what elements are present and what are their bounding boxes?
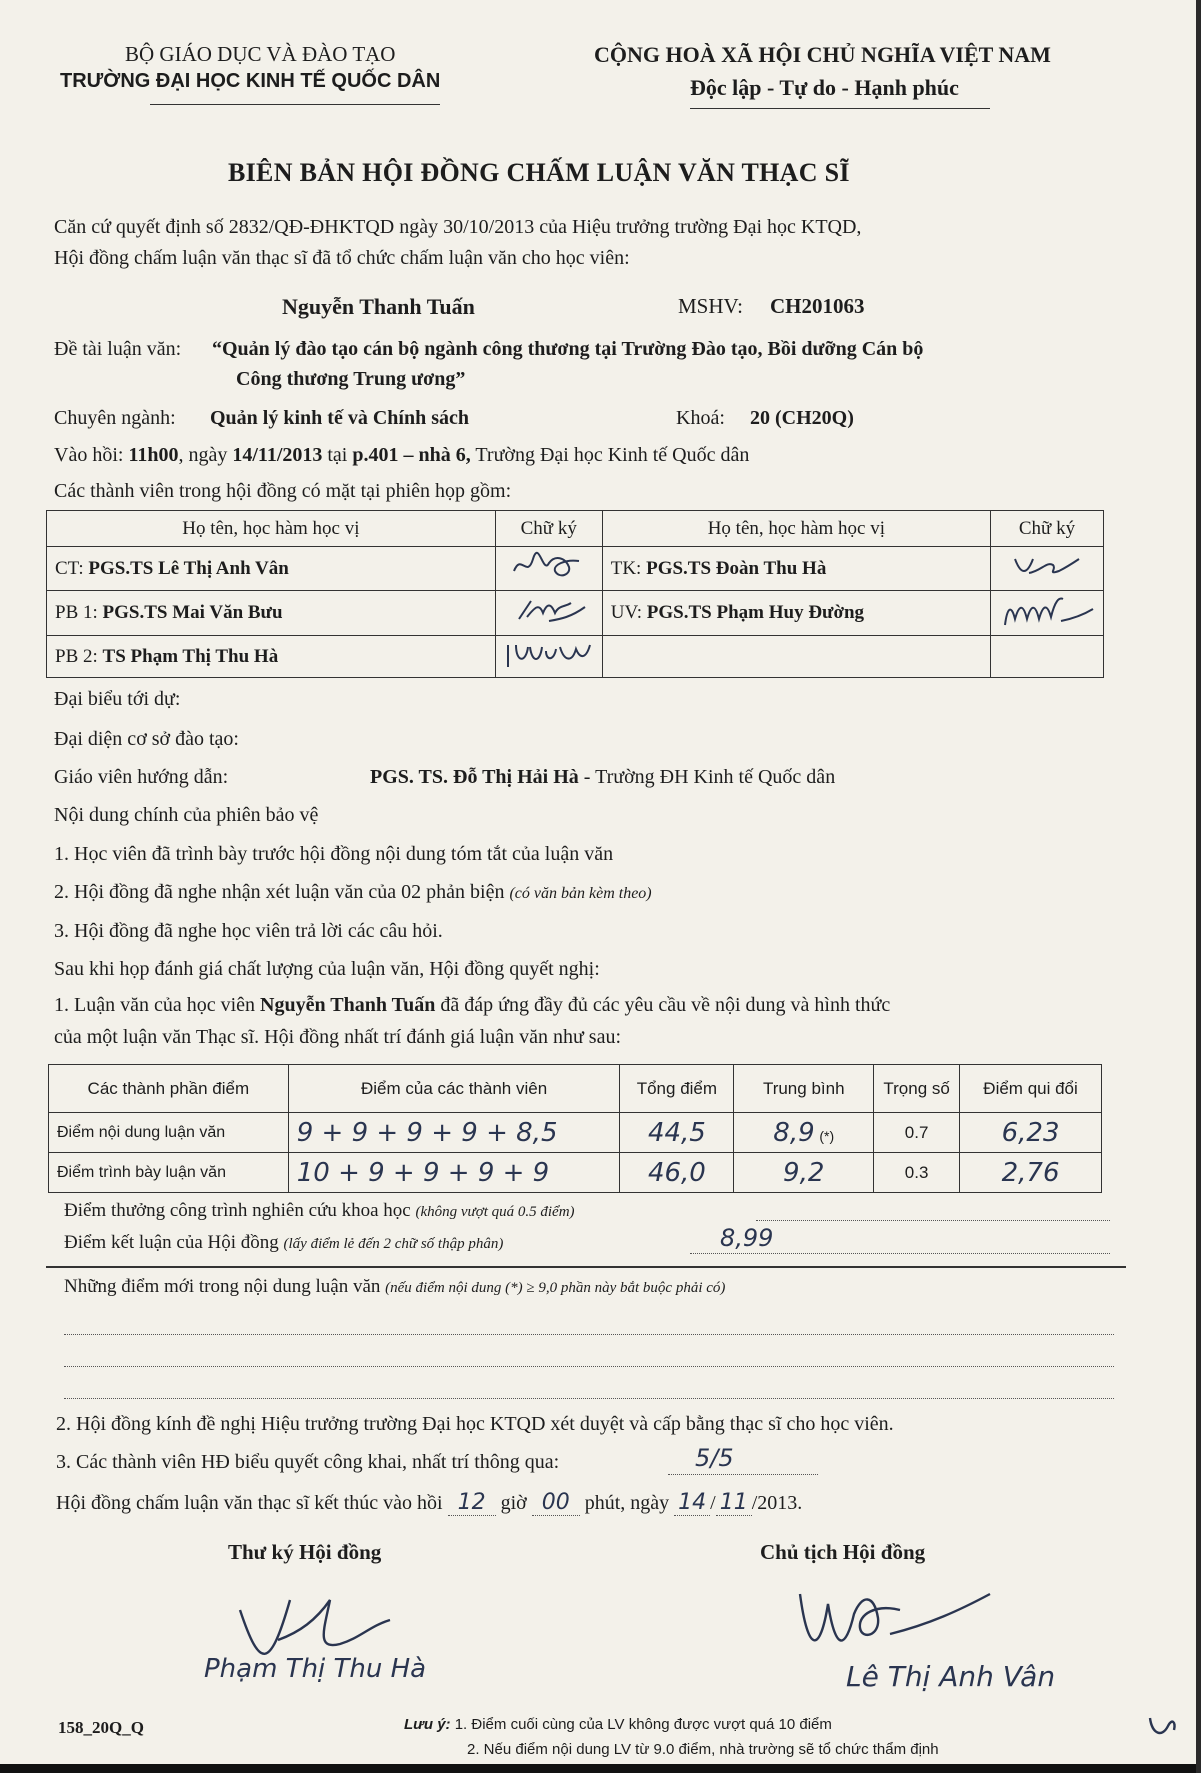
score-component: Điểm nội dung luận văn: [49, 1113, 289, 1153]
course-label: Khoá:: [676, 407, 725, 429]
supervisor-label: Giáo viên hướng dẫn:: [54, 766, 229, 788]
section-divider: [46, 1266, 1126, 1268]
signature-empty: [990, 636, 1103, 678]
new-points-dotted-3: [64, 1398, 1114, 1399]
decision-1-line-2: của một luận văn Thạc sĩ. Hội đồng nhất trí đánh giá luận văn như sau:: [54, 1026, 622, 1048]
intro-line-1: Căn cứ quyết định số 2832/QĐ-ĐHKTQD ngày 30/10/2013 của Hiệu trưởng trường Đại học KTQD,: [54, 216, 862, 238]
table-row: [49, 1113, 1102, 1153]
student-id-label: MSHV:: [678, 294, 743, 318]
score-component: Điểm trình bày luận văn: [49, 1153, 289, 1193]
decision-intro: Sau khi họp đánh giá chất lượng của luận văn, Hội đồng quyết nghị:: [54, 958, 600, 980]
signature-reviewer-1: [495, 591, 602, 636]
supervisor: PGS. TS. Đỗ Thị Hải Hà - Trường ĐH Kinh tế Quốc dân: [370, 766, 836, 788]
score-members: 9 + 9 + 9 + 9 + 8,5: [288, 1113, 620, 1153]
major-label: Chuyên ngành:: [54, 407, 176, 429]
header-right-underline: [690, 108, 990, 109]
members-intro: Các thành viên trong hội đồng có mặt tại phiên họp gồm:: [54, 480, 512, 502]
content-item-3: 3. Hội đồng đã nghe học viên trả lời các câu hỏi.: [54, 920, 443, 942]
ministry-name: BỘ GIÁO DỤC VÀ ĐÀO TẠO: [125, 42, 396, 66]
secretary-title: Thư ký Hội đồng: [228, 1540, 382, 1564]
final-score-dotted-field: [690, 1253, 1110, 1254]
member-left: PB 1: PGS.TS Mai Văn Bưu: [47, 591, 496, 636]
major-value: Quản lý kinh tế và Chính sách: [210, 407, 469, 429]
score-weight: 0.3: [874, 1153, 960, 1193]
score-members: 10 + 9 + 9 + 9 + 9: [288, 1153, 620, 1193]
thesis-label: Đề tài luận văn:: [54, 338, 182, 360]
new-points-line: Những điểm mới trong nội dung luận văn (nếu điểm nội dung (*) ≥ 9,0 phần này bắt buộc phải có): [64, 1276, 726, 1297]
score-header-members: Điểm của các thành viên: [288, 1065, 620, 1113]
vote-dotted-field: [668, 1474, 818, 1475]
signature-chair: [495, 547, 602, 591]
new-points-dotted-2: [64, 1366, 1114, 1367]
chair-name: Lê Thị Anh Vân: [846, 1660, 1056, 1693]
content-item-2: 2. Hội đồng đã nghe nhận xét luận văn của 02 phản biện (có văn bản kèm theo): [54, 881, 652, 903]
student-id: CH201063: [770, 294, 865, 318]
course-value: 20 (CH20Q): [750, 407, 854, 429]
decision-1-line-1: 1. Luận văn của học viên Nguyễn Thanh Tuấn đã đáp ứng đầy đủ các yêu cầu về nội dung và hình thức: [54, 994, 891, 1016]
footer-note-1: Lưu ý: 1. Điểm cuối cùng của LV không được vượt quá 10 điểm: [404, 1716, 832, 1733]
new-points-dotted-1: [64, 1334, 1114, 1335]
meeting-line: Vào hồi: 11h00, ngày 14/11/2013 tại p.401 – nhà 6, Trường Đại học Kinh tế Quốc dân: [54, 444, 750, 466]
content-item-1: 1. Học viên đã trình bày trước hội đồng nội dung tóm tắt của luận văn: [54, 843, 614, 865]
content-heading: Nội dung chính của phiên bảo vệ: [54, 804, 319, 826]
signature-member: [990, 591, 1103, 636]
score-converted: 6,23: [960, 1113, 1102, 1153]
signature-secretary: [990, 547, 1103, 591]
member-right: UV: PGS.TS Phạm Huy Đường: [602, 591, 990, 636]
chair-title: Chủ tịch Hội đồng: [760, 1540, 926, 1564]
score-total: 44,5: [620, 1113, 734, 1153]
thesis-title-line-1: “Quản lý đào tạo cán bộ ngành công thương tại Trường Đào tạo, Bồi dưỡng Cán bộ: [212, 338, 924, 360]
footer-note-2: 2. Nếu điểm nội dung LV từ 9.0 điểm, nhà trường sẽ tổ chức thẩm định: [467, 1741, 939, 1758]
score-converted: 2,76: [960, 1153, 1102, 1193]
score-average: 9,2: [734, 1153, 874, 1193]
secretary-name: Phạm Thị Thu Hà: [204, 1654, 427, 1684]
members-table: [46, 510, 1104, 678]
member-right: TK: PGS.TS Đoàn Thu Hà: [602, 547, 990, 591]
bonus-dotted-field: [756, 1220, 1110, 1221]
document-code: 158_20Q_Q: [58, 1718, 144, 1737]
header-left-underline: [150, 104, 440, 105]
score-header-weight: Trọng số: [874, 1065, 960, 1113]
score-header-total: Tổng điểm: [620, 1065, 734, 1113]
national-motto: Độc lập - Tự do - Hạnh phúc: [690, 75, 959, 100]
score-header-converted: Điểm qui đổi: [960, 1065, 1102, 1113]
members-header-sign-right: Chữ ký: [990, 511, 1103, 547]
table-row: [47, 591, 1104, 636]
score-total: 46,0: [620, 1153, 734, 1193]
score-table: [48, 1064, 1102, 1193]
university-name: TRƯỜNG ĐẠI HỌC KINH TẾ QUỐC DÂN: [60, 70, 441, 92]
score-header-component: Các thành phần điểm: [49, 1065, 289, 1113]
members-header-sign-left: Chữ ký: [495, 511, 602, 547]
table-row: [47, 547, 1104, 591]
corner-mark-icon: [1146, 1712, 1180, 1740]
final-score-value: 8,99: [720, 1224, 774, 1252]
closing-item-2: 2. Hội đồng kính đề nghị Hiệu trưởng trường Đại học KTQD xét duyệt và cấp bằng thạc sĩ cho học viên.: [56, 1413, 894, 1435]
member-left: CT: PGS.TS Lê Thị Anh Vân: [47, 547, 496, 591]
final-score-line: Điểm kết luận của Hội đồng (lấy điểm lẻ đến 2 chữ số thập phân): [64, 1232, 504, 1253]
member-right: [602, 636, 990, 678]
score-weight: 0.7: [874, 1113, 960, 1153]
score-header-average: Trung bình: [734, 1065, 874, 1113]
thesis-title-line-2: Công thương Trung ương”: [236, 368, 466, 390]
score-average: 8,9 (*): [734, 1113, 874, 1153]
guests-label: Đại biểu tới dự:: [54, 688, 181, 710]
vote-value: 5/5: [695, 1444, 734, 1472]
scan-bottom-edge: [0, 1764, 1201, 1773]
scan-right-edge: [1196, 0, 1201, 1773]
republic-name: CỘNG HOÀ XÃ HỘI CHỦ NGHĨA VIỆT NAM: [594, 42, 1051, 67]
member-left: PB 2: TS Phạm Thị Thu Hà: [47, 636, 496, 678]
members-header-name-left: Họ tên, học hàm học vị: [47, 511, 496, 547]
members-header-name-right: Họ tên, học hàm học vị: [602, 511, 990, 547]
student-name: Nguyễn Thanh Tuấn: [282, 294, 475, 319]
table-row: [47, 636, 1104, 678]
document-title: BIÊN BẢN HỘI ĐỒNG CHẤM LUẬN VĂN THẠC SĨ: [228, 158, 850, 187]
closing-time-line: Hội đồng chấm luận văn thạc sĩ kết thúc vào hồi 12 giờ 00 phút, ngày 14 / 11 /2013.: [56, 1490, 803, 1515]
intro-line-2: Hội đồng chấm luận văn thạc sĩ đã tổ chức chấm luận văn cho học viên:: [54, 247, 630, 269]
bonus-line: Điểm thưởng công trình nghiên cứu khoa học (không vượt quá 0.5 điểm): [64, 1200, 575, 1221]
signature-reviewer-2: [495, 636, 602, 678]
table-row: [49, 1153, 1102, 1193]
closing-item-3: 3. Các thành viên HĐ biểu quyết công khai, nhất trí thông qua:: [56, 1451, 560, 1473]
institution-label: Đại diện cơ sở đào tạo:: [54, 728, 239, 750]
